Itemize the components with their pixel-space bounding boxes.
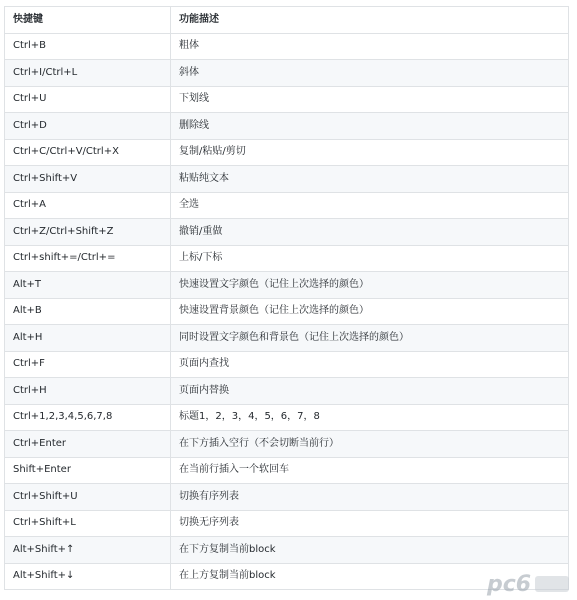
table-row: [5, 272, 569, 299]
shortcut-key-cell: Ctrl+Shift+U: [5, 484, 171, 511]
description-cell: 在下方复制当前block: [171, 537, 569, 564]
shortcut-key-cell: Shift+Enter: [5, 457, 171, 484]
pc6-logo-icon: [485, 570, 571, 596]
shortcut-table: [4, 6, 569, 590]
shortcut-key-cell: Alt+Shift+↓: [5, 563, 171, 590]
table-row: [5, 457, 569, 484]
table-row: [5, 484, 569, 511]
table-body: [5, 33, 569, 590]
header-row: [5, 7, 569, 34]
table-row: [5, 192, 569, 219]
pc6-watermark-logo: [485, 570, 571, 596]
table-row: [5, 166, 569, 193]
description-cell: 页面内替换: [171, 378, 569, 405]
table-row: [5, 563, 569, 590]
shortcut-key-cell: Alt+B: [5, 298, 171, 325]
shortcut-key-cell: Ctrl+shift+=/Ctrl+=: [5, 245, 171, 272]
shortcut-key-cell: Alt+H: [5, 325, 171, 352]
description-cell: 复制/粘贴/剪切: [171, 139, 569, 166]
description-cell: 粗体: [171, 33, 569, 60]
table-row: [5, 86, 569, 113]
shortcut-key-cell: Ctrl+I/Ctrl+L: [5, 60, 171, 87]
shortcut-key-cell: Ctrl+A: [5, 192, 171, 219]
description-cell: 在下方插入空行（不会切断当前行）: [171, 431, 569, 458]
table-row: [5, 298, 569, 325]
description-cell: 全选: [171, 192, 569, 219]
shortcut-key-cell: Alt+Shift+↑: [5, 537, 171, 564]
header-shortcut-key: 快捷键: [5, 7, 171, 34]
table-row: [5, 219, 569, 246]
shortcut-key-cell: Ctrl+1,2,3,4,5,6,7,8: [5, 404, 171, 431]
description-cell: 撤销/重做: [171, 219, 569, 246]
description-cell: 标题1，2，3，4，5，6，7，8: [171, 404, 569, 431]
description-cell: 上标/下标: [171, 245, 569, 272]
header-function-description: 功能描述: [171, 7, 569, 34]
shortcut-key-cell: Ctrl+H: [5, 378, 171, 405]
shortcut-key-cell: Ctrl+C/Ctrl+V/Ctrl+X: [5, 139, 171, 166]
description-cell: 页面内查找: [171, 351, 569, 378]
description-cell: 切换无序列表: [171, 510, 569, 537]
table-row: [5, 510, 569, 537]
table-row: [5, 351, 569, 378]
watermark-badge: [535, 576, 569, 592]
watermark-text: pc6: [487, 572, 532, 596]
shortcut-key-cell: Ctrl+Z/Ctrl+Shift+Z: [5, 219, 171, 246]
shortcut-key-cell: Ctrl+Enter: [5, 431, 171, 458]
table-header: [5, 7, 569, 34]
table-row: [5, 431, 569, 458]
table-row: [5, 113, 569, 140]
table-row: [5, 325, 569, 352]
table-row: [5, 139, 569, 166]
description-cell: 斜体: [171, 60, 569, 87]
description-cell: 快速设置文字颜色（记住上次选择的颜色）: [171, 272, 569, 299]
description-cell: 在上方复制当前block: [171, 563, 569, 590]
shortcut-key-cell: Ctrl+F: [5, 351, 171, 378]
description-cell: 同时设置文字颜色和背景色（记住上次选择的颜色）: [171, 325, 569, 352]
table-row: [5, 537, 569, 564]
shortcut-key-cell: Ctrl+U: [5, 86, 171, 113]
table-row: [5, 245, 569, 272]
description-cell: 下划线: [171, 86, 569, 113]
description-cell: 切换有序列表: [171, 484, 569, 511]
shortcut-key-cell: Ctrl+Shift+L: [5, 510, 171, 537]
shortcut-key-cell: Ctrl+B: [5, 33, 171, 60]
description-cell: 粘贴纯文本: [171, 166, 569, 193]
shortcut-key-cell: Ctrl+Shift+V: [5, 166, 171, 193]
table-row: [5, 404, 569, 431]
table-row: [5, 378, 569, 405]
table-row: [5, 33, 569, 60]
description-cell: 删除线: [171, 113, 569, 140]
shortcut-key-cell: Ctrl+D: [5, 113, 171, 140]
shortcut-key-cell: Alt+T: [5, 272, 171, 299]
description-cell: 在当前行插入一个软回车: [171, 457, 569, 484]
description-cell: 快速设置背景颜色（记住上次选择的颜色）: [171, 298, 569, 325]
table-row: [5, 60, 569, 87]
